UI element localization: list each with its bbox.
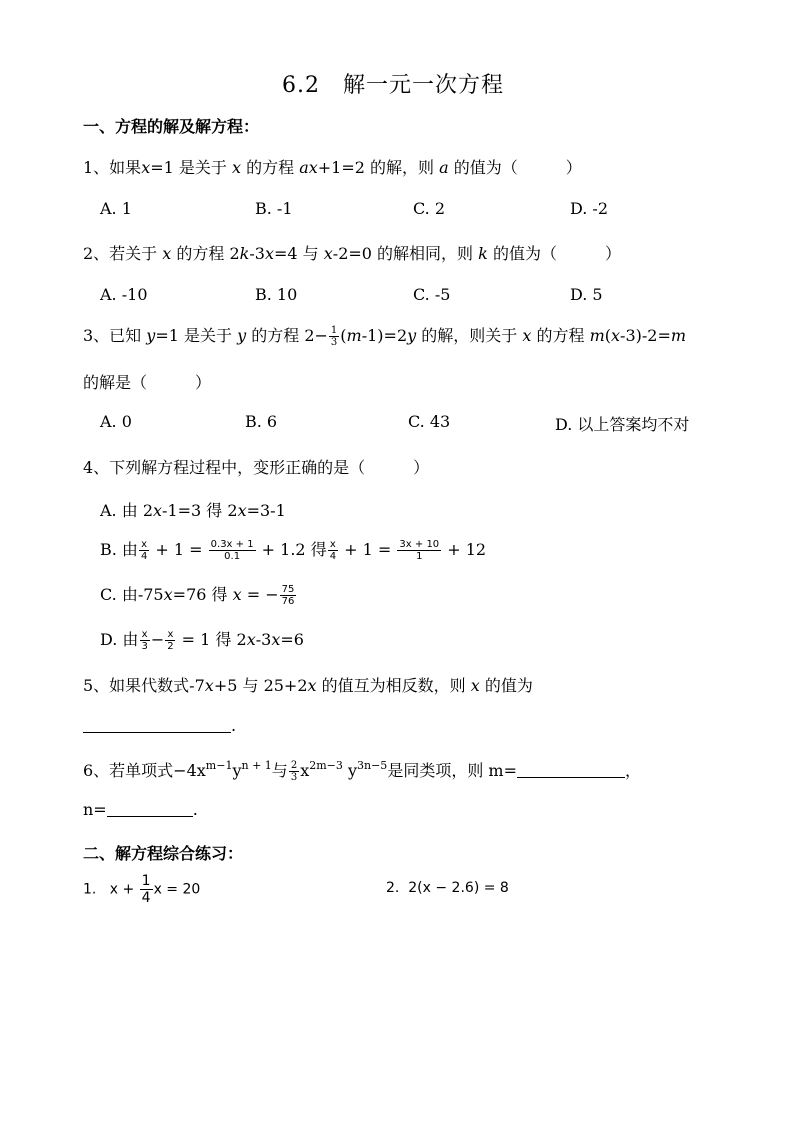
q3-option-c: C. 43 (408, 412, 451, 431)
text: 1、如果 (83, 158, 142, 177)
text: 的解，则关于 (416, 326, 523, 345)
question-6 (83, 758, 641, 783)
text: ( (340, 326, 347, 345)
text: x + (109, 881, 139, 898)
text: +5 与 25+2 (213, 676, 308, 695)
var: y (237, 326, 247, 345)
var: ax (299, 158, 318, 177)
section-heading-2: 二、解方程综合练习： (83, 844, 244, 863)
text: =76 得 (172, 585, 233, 604)
var: m (670, 326, 687, 345)
text: 5、如果代数式-7 (83, 676, 205, 695)
var: k (239, 244, 250, 263)
question-3-line2: 的解是（ ） (83, 373, 212, 392)
q2-option-a: A. -10 (100, 285, 148, 304)
text: + 1 = (339, 540, 397, 559)
q1-option-b: B. -1 (255, 199, 293, 218)
numerator: x (329, 539, 336, 550)
var: x (237, 501, 247, 520)
text: 的值为（ ） (487, 244, 621, 263)
numerator: 75 (281, 584, 295, 595)
var: k (478, 244, 488, 263)
q2-option-d: D. 5 (570, 285, 603, 304)
text: 2. (386, 880, 400, 896)
var: x (611, 326, 621, 345)
denominator: 0.1 (224, 551, 241, 562)
text: 2、若关于 (83, 244, 163, 263)
text: -3 (249, 244, 265, 263)
text: 的方程 2− (246, 326, 328, 345)
text: -1=3 得 2 (162, 501, 238, 520)
text: x = 20 (153, 881, 201, 898)
m-answer-blank[interactable] (517, 761, 625, 778)
q1-option-d: D. -2 (570, 199, 609, 218)
text: 的值为 (479, 676, 533, 695)
numerator: x (167, 629, 174, 640)
denominator: 1 (416, 551, 423, 562)
q4-option-d (100, 627, 304, 652)
text: 是同类项，则 m= (387, 761, 517, 780)
var: x (141, 158, 151, 177)
var: m (346, 326, 362, 345)
var: m (589, 326, 605, 345)
var: x (153, 501, 163, 520)
text: 的值为（ ） (448, 158, 582, 177)
text: y (342, 761, 357, 780)
var: x (307, 676, 317, 695)
text: − (150, 630, 165, 649)
var: a (439, 158, 449, 177)
text: y (232, 761, 242, 780)
var: x (232, 585, 242, 604)
var: x (204, 676, 214, 695)
text: + 12 (442, 540, 487, 559)
var: x (271, 630, 281, 649)
fraction (329, 325, 339, 348)
fraction (139, 539, 149, 562)
var: x (522, 326, 532, 345)
text: . (192, 800, 198, 819)
text: -1)=2 (361, 326, 408, 345)
question-4: 4、下列解方程过程中，变形正确的是（ ） (83, 458, 430, 477)
numerator: x (141, 539, 148, 550)
denominator: 76 (281, 596, 295, 607)
denominator: 3 (330, 337, 338, 348)
q1-option-a: A. 1 (100, 199, 132, 218)
exercise-1 (83, 873, 200, 906)
text: =6 (280, 630, 304, 649)
fraction (289, 760, 299, 783)
question-5-answer-line (83, 716, 236, 735)
var: x (246, 630, 256, 649)
text: -2=0 的解相同，则 (332, 244, 479, 263)
numerator: 0.3x + 1 (210, 539, 254, 550)
denominator: 4 (140, 551, 148, 562)
var: x (231, 158, 242, 177)
exponent: n + 1 (241, 759, 272, 772)
text: 与 (271, 761, 288, 780)
var: x (323, 244, 333, 263)
q3-option-a: A. 0 (100, 412, 132, 431)
text: 的方程 2 (171, 244, 240, 263)
numerator: x (141, 629, 148, 640)
text: = 1 得 2 (176, 630, 247, 649)
question-2 (83, 241, 621, 264)
answer-blank[interactable] (83, 716, 231, 733)
text: 6、若单项式−4x (83, 761, 206, 780)
numerator: 2 (290, 760, 298, 771)
text: 的值互为相反数，则 (316, 676, 471, 695)
exponent: 2m−3 (309, 759, 343, 772)
text: B. 由 (100, 540, 138, 559)
denominator: 3 (141, 641, 148, 652)
fraction (140, 873, 153, 906)
text: -3)-2= (620, 326, 671, 345)
text: 2(x − 2.6) = 8 (408, 880, 509, 896)
question-6-line2 (83, 800, 198, 819)
text: 的方程 (531, 326, 590, 345)
text: 3、已知 (83, 326, 147, 345)
exercise-2 (386, 880, 509, 896)
question-1 (83, 155, 582, 178)
q2-option-b: B. 10 (255, 285, 298, 304)
denominator: 4 (329, 551, 337, 562)
section-heading-1: 一、方程的解及解方程： (83, 117, 260, 136)
text: + 1 = (150, 540, 208, 559)
var: x (470, 676, 480, 695)
text: =4 与 (274, 244, 324, 263)
text: + 1.2 得 (256, 540, 327, 559)
fraction (328, 539, 338, 562)
text: . (231, 716, 237, 735)
denominator: 2 (167, 641, 174, 652)
question-5 (83, 673, 533, 696)
var: x (163, 585, 173, 604)
q3-option-d: D. 以上答案均不对 (555, 415, 690, 434)
fraction (397, 539, 441, 562)
q2-option-c: C. -5 (413, 285, 451, 304)
text: n= (83, 800, 107, 819)
fraction (209, 539, 256, 562)
exponent: m−1 (205, 759, 233, 772)
text: D. 由 (100, 630, 139, 649)
exponent: 3n−5 (357, 759, 388, 772)
page-title: 6.2 解一元一次方程 (282, 73, 504, 98)
text: =1 是关于 (155, 326, 238, 345)
text: 的方程 (241, 158, 300, 177)
text: -3 (255, 630, 272, 649)
question-3 (83, 323, 686, 348)
text: =1 是关于 (150, 158, 232, 177)
text: A. 由 2 (100, 501, 153, 520)
text: 1. (83, 881, 97, 898)
text: =3-1 (246, 501, 286, 520)
text: = − (241, 585, 279, 604)
text: x (300, 761, 310, 780)
numerator: 1 (141, 873, 151, 889)
denominator: 4 (141, 890, 151, 906)
numerator: 3x + 10 (399, 539, 440, 550)
var: x (264, 244, 274, 263)
var: y (407, 326, 417, 345)
q4-option-b (100, 537, 486, 562)
numerator: 1 (330, 325, 338, 336)
fraction (280, 584, 297, 607)
text: ， (624, 761, 641, 780)
n-answer-blank[interactable] (107, 800, 193, 817)
var: y (146, 326, 156, 345)
fraction (165, 629, 175, 652)
var: x (162, 244, 172, 263)
text: ( (604, 326, 611, 345)
q4-option-c (100, 582, 297, 607)
text: +1=2 的解，则 (317, 158, 440, 177)
fraction (139, 629, 149, 652)
q4-option-a (100, 498, 286, 521)
q3-option-b: B. 6 (245, 412, 278, 431)
denominator: 3 (290, 772, 298, 783)
text: C. 由-75 (100, 585, 164, 604)
q1-option-c: C. 2 (413, 199, 446, 218)
